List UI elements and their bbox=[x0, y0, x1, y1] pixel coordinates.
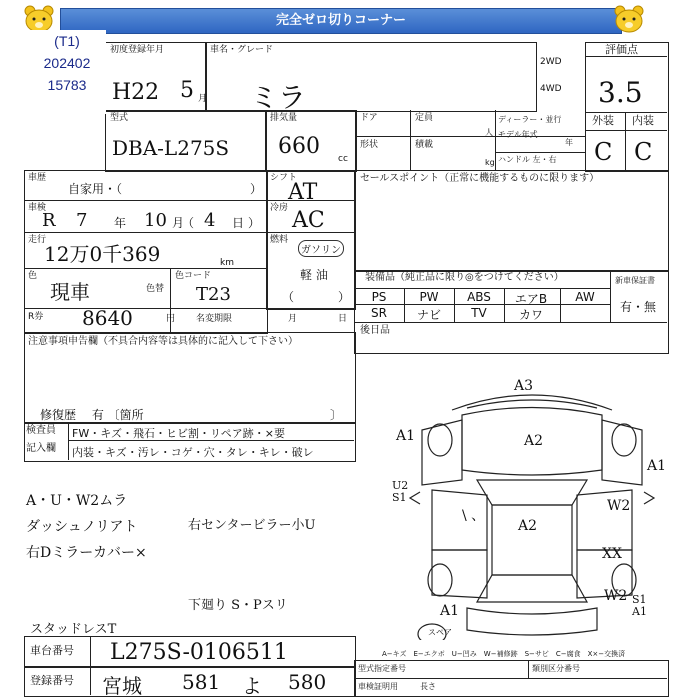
equipment-leather: カワ bbox=[518, 308, 543, 322]
paren-open: （ bbox=[182, 216, 195, 230]
equipment-tv: TV bbox=[471, 306, 487, 320]
inspection-month: 10 bbox=[144, 210, 167, 231]
first-reg-era: H22 bbox=[112, 80, 160, 105]
chassis-number: L275S-0106511 bbox=[110, 640, 288, 665]
mark-a2-roof: A2 bbox=[518, 518, 538, 534]
repair-history: 修復歴 有 〔箇所 bbox=[40, 408, 144, 422]
inspection-label: 車検 bbox=[28, 203, 47, 213]
mark-w2-rr: W2 bbox=[604, 588, 628, 604]
color-code-label: 色コード bbox=[175, 271, 212, 281]
mark-dots: \ 、 bbox=[462, 508, 486, 524]
displacement-label: 排気量 bbox=[270, 113, 298, 123]
mark-a1-fl: A1 bbox=[396, 428, 416, 444]
equipment-label: 装備品（純正品に限り◎をつけてください） bbox=[365, 272, 564, 283]
name-change-month: 月 bbox=[288, 314, 298, 324]
mark-u2-s1: U2 S1 bbox=[392, 479, 409, 504]
reg-place: 宮城 bbox=[102, 674, 142, 698]
fuel-paren-open: （ bbox=[282, 290, 295, 304]
note-line-6: スタッドレスT bbox=[30, 622, 117, 637]
note-line-5: 下廻り S・Pスリ bbox=[188, 598, 288, 613]
mark-xx: XX bbox=[602, 546, 622, 562]
equipment-airbag: エアB bbox=[514, 292, 548, 306]
inspection-year-unit: 年 bbox=[114, 216, 127, 230]
aircon-label: 冷房 bbox=[270, 203, 289, 213]
car-name-label: 車名・グレード bbox=[210, 45, 274, 55]
interior-label: 内装 bbox=[632, 114, 654, 127]
sales-point-cell bbox=[354, 170, 669, 272]
inspection-year: 7 bbox=[76, 210, 88, 231]
shift-label: シフト bbox=[270, 173, 298, 183]
fuel-label: 燃料 bbox=[270, 235, 289, 245]
first-reg-month: 5 bbox=[180, 78, 194, 103]
yen-unit: 円 bbox=[166, 314, 176, 324]
inspection-era: R bbox=[42, 210, 56, 231]
model-type-label: 型式 bbox=[110, 113, 129, 123]
reg-class: 581 bbox=[182, 670, 221, 694]
spare-label: スペア bbox=[428, 628, 452, 637]
fuel-paren-close: ） bbox=[338, 290, 351, 304]
inspection-month-unit: 月 bbox=[172, 216, 185, 230]
dealer-label: ディーラー・並行 bbox=[498, 115, 562, 124]
equipment-sr: SR bbox=[371, 306, 387, 320]
kg-unit: kg bbox=[485, 158, 495, 167]
entry-label: 記入欄 bbox=[26, 443, 56, 454]
mark-s1-a1: S1 A1 bbox=[632, 593, 647, 618]
mark-a2-hood: A2 bbox=[524, 433, 544, 449]
reg-num: 580 bbox=[288, 670, 327, 694]
use-close: ） bbox=[250, 182, 263, 196]
use-type-label: 車歴 bbox=[28, 173, 47, 183]
rating-label: 評価点 bbox=[605, 43, 638, 56]
model-type-value: DBA-L275S bbox=[112, 136, 230, 160]
rating-value: 3.5 bbox=[598, 76, 643, 109]
color-label: 色 bbox=[28, 271, 38, 281]
lot-number: 15783 bbox=[47, 77, 87, 93]
wd2-label: 2WD bbox=[540, 57, 562, 67]
equipment-navi: ナビ bbox=[416, 308, 441, 322]
car-name-value: ミラ bbox=[250, 81, 307, 114]
color-code-value: T23 bbox=[196, 284, 231, 305]
reg-kana: よ bbox=[242, 674, 262, 698]
shape-label: 形状 bbox=[360, 140, 379, 150]
fuel-gasoline: ガソリン bbox=[298, 240, 344, 257]
reg-label: 登録番号 bbox=[30, 674, 74, 687]
exterior-label: 外装 bbox=[592, 114, 614, 127]
note-line-4: 右センタービラー小U bbox=[188, 518, 316, 533]
name-change-label: 名変期限 bbox=[196, 314, 233, 324]
category-number-label: 類別区分番号 bbox=[532, 664, 580, 673]
recycle-amount: 8640 bbox=[82, 306, 133, 330]
year-unit: 年 bbox=[565, 138, 573, 147]
lot-prefix: (T1) bbox=[54, 33, 80, 49]
warranty-value: 有・無 bbox=[620, 300, 657, 314]
mark-a1-fr: A1 bbox=[647, 458, 667, 474]
equipment-abs: ABS bbox=[467, 290, 491, 304]
recycle-label: R券 bbox=[28, 312, 44, 322]
car-damage-diagram bbox=[392, 370, 672, 640]
color-value: 現車 bbox=[50, 280, 90, 304]
chassis-label: 車台番号 bbox=[30, 644, 74, 657]
rear-seat-label: 後日品 bbox=[360, 325, 390, 336]
load-label: 積載 bbox=[415, 140, 434, 150]
interior-row: 内装・キズ・汚レ・コゲ・穴・タレ・キレ・破レ bbox=[72, 446, 314, 459]
bear-mascot-right-icon bbox=[612, 4, 646, 34]
first-reg-month-unit: 月 bbox=[198, 94, 208, 104]
mark-a1-rl: A1 bbox=[440, 603, 460, 619]
fw-row: FW・キズ・飛石・ヒビ割・リペア跡・×要 bbox=[72, 427, 285, 440]
lot-info bbox=[28, 30, 106, 114]
inspector-label: 検査員 bbox=[26, 425, 56, 436]
mileage-value: 12万0千369 bbox=[44, 242, 161, 266]
fuel-diesel: 軽 油 bbox=[300, 268, 328, 282]
km-unit: km bbox=[220, 258, 234, 268]
equipment-ps: PS bbox=[371, 290, 387, 304]
handle-label: ハンドル 左・右 bbox=[498, 155, 557, 164]
model-year-label: モデル年式 bbox=[498, 130, 538, 139]
person-unit: 人 bbox=[485, 128, 493, 137]
lot-date: 202402 bbox=[43, 55, 91, 71]
mileage-label: 走行 bbox=[28, 235, 47, 245]
warranty-label: 新車保証書 bbox=[615, 276, 655, 285]
interior-grade: C bbox=[634, 138, 653, 166]
wd4-label: 4WD bbox=[540, 84, 562, 94]
use-type-value: 自家用・（ bbox=[68, 182, 123, 196]
first-reg-label: 初度登録年月 bbox=[110, 45, 165, 55]
note-line-2: ダッシュノリアト bbox=[26, 519, 138, 535]
inspection-day: 4 bbox=[204, 210, 216, 231]
exterior-grade: C bbox=[594, 138, 613, 166]
auction-sheet bbox=[20, 40, 675, 698]
color-change-label: 色替 bbox=[146, 284, 165, 294]
cc-unit: cc bbox=[338, 154, 348, 164]
shift-value: AT bbox=[288, 180, 318, 205]
mark-w2-r: W2 bbox=[607, 498, 631, 514]
reg-cert-label: 車検証明用 bbox=[358, 682, 398, 691]
equipment-pw: PW bbox=[419, 290, 439, 304]
length-label: 長さ bbox=[420, 682, 436, 691]
inspection-day-unit: 日 bbox=[232, 216, 245, 230]
aircon-value: AC bbox=[292, 208, 325, 233]
notes-header: 注意事項申告欄（不具合内容等は具体的に記入して下さい） bbox=[28, 336, 298, 347]
damage-legend: A−キズ E−エクボ U−凹み W−補修跡 S−サビ C−腐食 X×−交換済 bbox=[382, 650, 626, 658]
page-banner: 完全ゼロ切りコーナー bbox=[60, 8, 622, 34]
displacement-value: 660 bbox=[278, 134, 320, 159]
equipment-aw: AW bbox=[575, 290, 595, 304]
repair-history-close: 〕 bbox=[330, 408, 343, 422]
note-line-3: 右Dミラーカバー× bbox=[26, 545, 147, 561]
paren-close: ） bbox=[248, 216, 261, 230]
model-designation-label: 型式指定番号 bbox=[358, 664, 406, 673]
mark-a3: A3 bbox=[514, 378, 534, 394]
sales-point-label: セールスポイント（正常に機能するものに限ります） bbox=[360, 173, 600, 184]
name-change-day: 日 bbox=[338, 314, 348, 324]
doors-label: ドア bbox=[360, 113, 378, 123]
capacity-label: 定員 bbox=[415, 113, 434, 123]
note-line-1: A・U・W2ムラ bbox=[26, 493, 128, 509]
